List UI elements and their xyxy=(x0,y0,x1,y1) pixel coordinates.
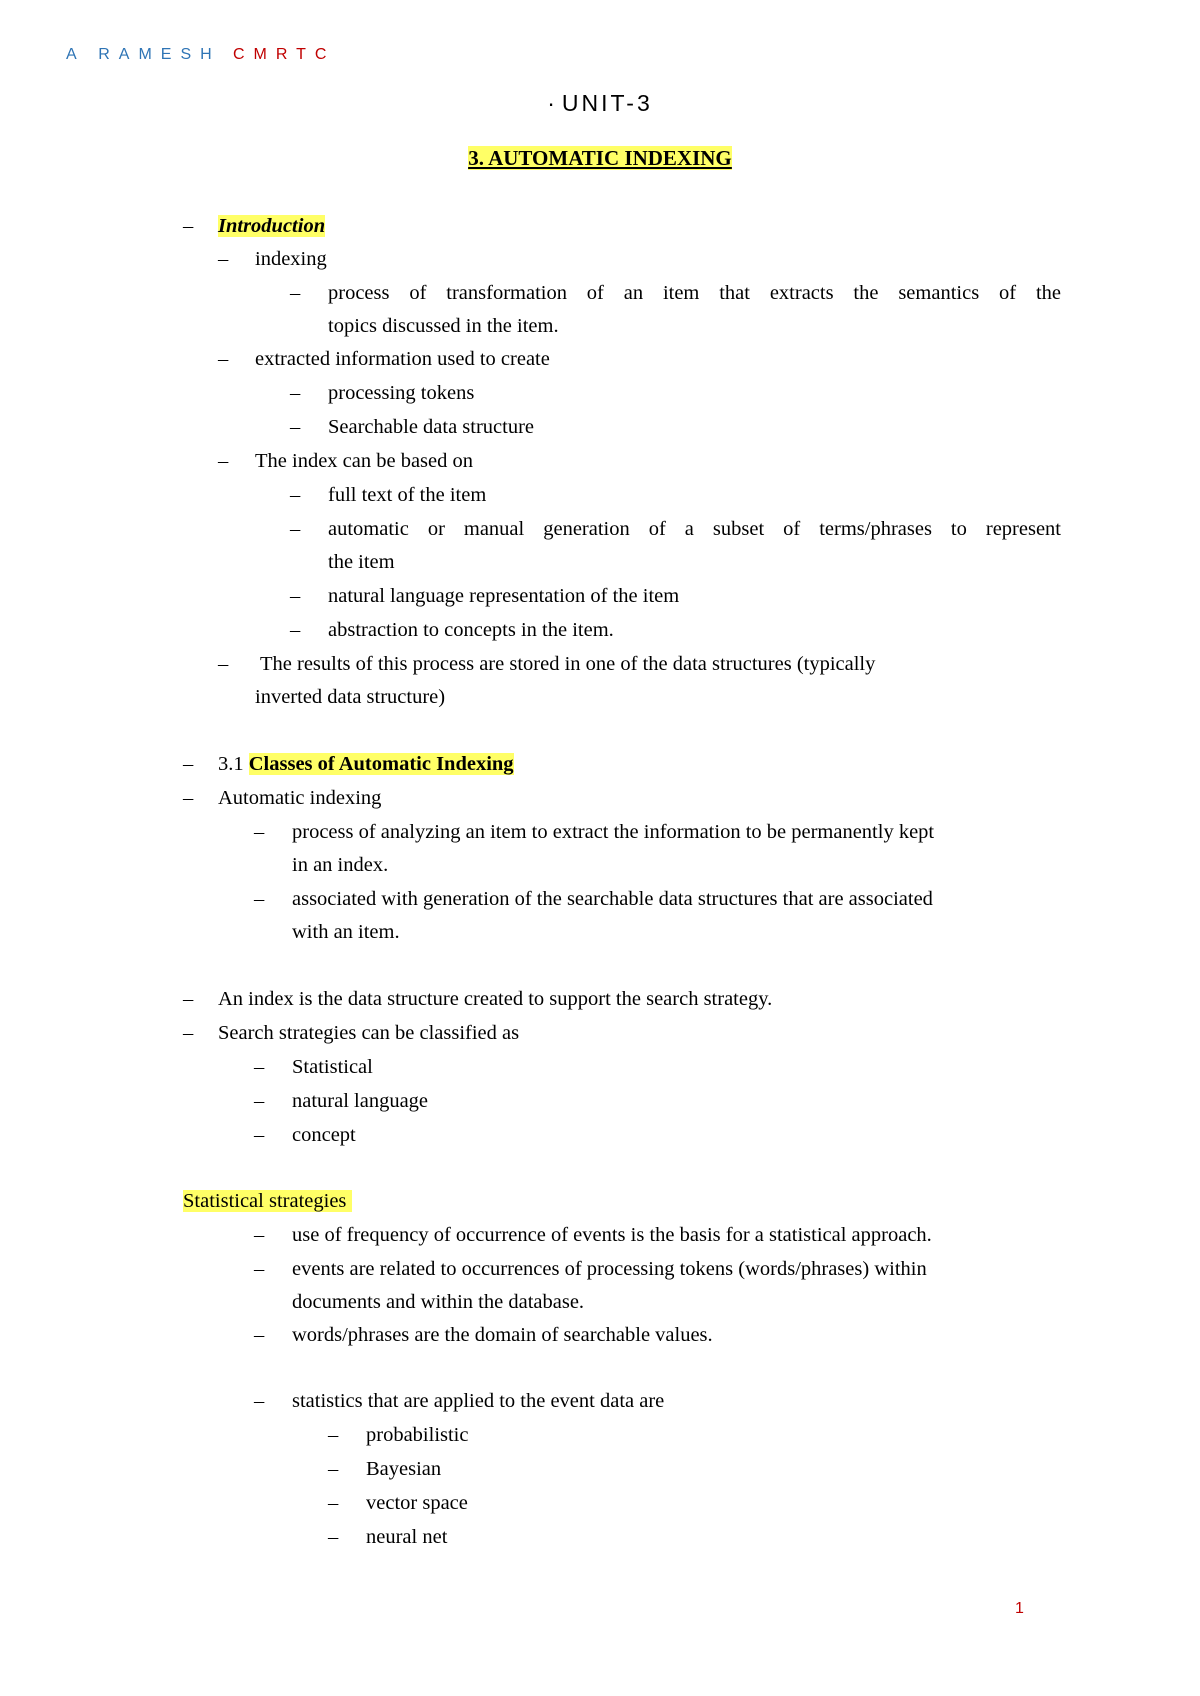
dash-icon: – xyxy=(183,215,194,237)
statistical-l4a: probabilistic xyxy=(366,1424,469,1446)
unit-title: · UNIT-3 xyxy=(547,90,653,116)
header-author: A RAMESH xyxy=(66,46,221,63)
intro-l2a: processing tokens xyxy=(328,382,475,404)
page-number: 1 xyxy=(1015,1600,1024,1617)
statistical-l3: words/phrases are the domain of searchable values. xyxy=(292,1324,713,1346)
dash-icon: – xyxy=(183,753,194,775)
dash-icon: – xyxy=(328,1492,339,1514)
classes-l3c: concept xyxy=(292,1124,356,1146)
chapter-title: 3. AUTOMATIC INDEXING xyxy=(468,146,732,170)
dash-icon: – xyxy=(290,382,301,404)
dash-icon: – xyxy=(254,1090,265,1112)
dash-icon: – xyxy=(254,1056,265,1078)
statistical-heading: Statistical strategies xyxy=(183,1188,352,1214)
dash-icon: – xyxy=(290,518,301,540)
classes-l1b-cont: with an item. xyxy=(292,921,400,943)
classes-l3: Search strategies can be classified as xyxy=(218,1022,520,1044)
intro-l2: extracted information used to create xyxy=(255,348,550,370)
statistical-l2: events are related to occurrences of processing tokens (words/phrases) within xyxy=(292,1258,927,1280)
intro-l3b: automatic or manual generation of a subset of terms/phrases to represent xyxy=(328,518,1061,540)
header-institute: CMRTC xyxy=(233,46,336,63)
dash-icon: – xyxy=(290,282,301,304)
statistical-l4d: neural net xyxy=(366,1526,448,1548)
dash-icon: – xyxy=(218,653,229,675)
intro-l1: indexing xyxy=(255,248,327,270)
classes-l1b: associated with generation of the searchable data structures that are associated xyxy=(292,888,933,910)
dash-icon: – xyxy=(218,450,229,472)
intro-l3c: natural language representation of the item xyxy=(328,585,680,607)
dash-icon: – xyxy=(183,988,194,1010)
intro-l4: The results of this process are stored in one of the data structures (typically xyxy=(260,653,876,675)
dash-icon: – xyxy=(290,619,301,641)
statistical-l4b: Bayesian xyxy=(366,1458,442,1480)
dash-icon: – xyxy=(290,416,301,438)
dash-icon: – xyxy=(218,248,229,270)
dash-icon: – xyxy=(183,1022,194,1044)
dash-icon: – xyxy=(254,1124,265,1146)
dash-icon: – xyxy=(254,1324,265,1346)
classes-l1a-cont: in an index. xyxy=(292,854,389,876)
statistical-l2-cont: documents and within the database. xyxy=(292,1291,585,1313)
intro-l2b: Searchable data structure xyxy=(328,416,535,438)
intro-l3d: abstraction to concepts in the item. xyxy=(328,619,614,641)
intro-heading: Introduction xyxy=(218,215,326,237)
intro-l3a: full text of the item xyxy=(328,484,487,506)
dash-icon: – xyxy=(328,1526,339,1548)
intro-l1a: process of transformation of an item that extracts the semantics of the xyxy=(328,282,1061,304)
classes-l1a: process of analyzing an item to extract the information to be permanently kept xyxy=(292,821,935,843)
dash-icon: – xyxy=(183,787,194,809)
dash-icon: – xyxy=(254,821,265,843)
classes-l3b: natural language xyxy=(292,1090,429,1112)
dash-icon: – xyxy=(254,1258,265,1280)
dash-icon: – xyxy=(290,484,301,506)
classes-heading: 3.1 Classes of Automatic Indexing xyxy=(218,753,514,775)
dash-icon: – xyxy=(328,1424,339,1446)
dash-icon: – xyxy=(218,348,229,370)
statistical-l1: use of frequency of occurrence of events is the basis for a statistical approach. xyxy=(292,1224,932,1246)
intro-l3b-cont: the item xyxy=(328,551,395,573)
dash-icon: – xyxy=(254,1224,265,1246)
intro-l1a-cont: topics discussed in the item. xyxy=(328,315,559,337)
bullet-dot-icon: · xyxy=(547,90,558,116)
classes-l3a: Statistical xyxy=(292,1056,373,1078)
classes-l2: An index is the data structure created to support the search strategy. xyxy=(218,988,773,1010)
dash-icon: – xyxy=(328,1458,339,1480)
statistical-l4c: vector space xyxy=(366,1492,468,1514)
dash-icon: – xyxy=(290,585,301,607)
dash-icon: – xyxy=(254,888,265,910)
statistical-l4: statistics that are applied to the event data are xyxy=(292,1390,665,1412)
intro-l4-cont: inverted data structure) xyxy=(255,686,446,708)
dash-icon: – xyxy=(254,1390,265,1412)
classes-l1: Automatic indexing xyxy=(218,787,382,809)
intro-l3: The index can be based on xyxy=(255,450,474,472)
